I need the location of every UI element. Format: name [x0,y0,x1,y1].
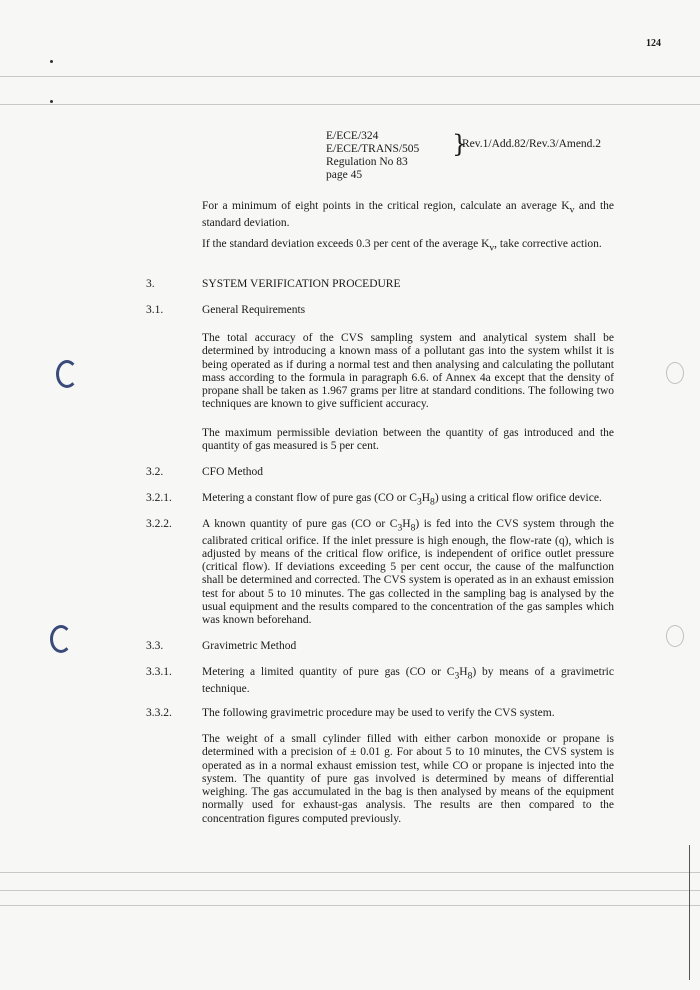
scan-line [0,890,700,891]
page-reference: page 45 [326,169,363,181]
doc-ref-2: E/ECE/TRANS/505 [326,143,420,155]
scan-line [0,872,700,873]
doc-ref-1: E/ECE/324 [326,130,379,142]
section-title: SYSTEM VERIFICATION PROCEDURE [202,278,401,290]
cfo-procedure-paragraph: A known quantity of pure gas (CO or $C_3H_8$) is fed into the CVS system through the calibrated critical orifice. If the inlet pressure is high enough, the flow-rate (q), which is adjusted by means of the critical flow orifice, is independent of orifice outlet pressure (critical flow). If deviations exceeding 5 per cent occur, the cause of the malfunction shall be determined and corrected. The CVS system is operated as in an exhaust emission test for about 5 to 10 minutes. The gas collected in the sampling bag is analysed by the usual equipment and the results compared to the concentration of the gas samples which was known beforehand. [202,518,614,627]
punch-hole-icon [56,360,78,388]
punch-hole-ring-icon [666,362,684,384]
gravimetric-metering-paragraph: Metering a limited quantity of pure gas (CO or $C_3H_8$) by means of a gravimetric technique. [202,666,614,695]
section-number: 3. [146,278,155,290]
cfo-metering-paragraph: Metering a constant flow of pure gas (CO or $C_3H_8$) using a critical flow orifice device. [202,492,602,508]
scan-speck [50,100,53,103]
section-title: General Requirements [202,304,306,316]
revision-reference: Rev.1/Add.82/Rev.3/Amend.2 [462,138,602,150]
section-title: Gravimetric Method [202,640,297,652]
section-number: 3.2.1. [146,492,172,504]
scan-line [0,104,700,105]
intro-paragraph-1: For a minimum of eight points in the critical region, calculate an average $K_v$ and the standard deviation. [202,200,614,229]
general-requirements-paragraph: The total accuracy of the CVS sampling system and analytical system shall be determined by introducing a known mass of a pollutant gas into the system whilst it is being operated as if during a normal test and then analysing and calculating the pollutant mass according to the formula in paragraph 6.6. of Annex 4a except that the density of propane shall be taken as 1.967 grams per litre at standard conditions. The following two techniques are known to give sufficient accuracy. [202,332,614,411]
scan-edge-line [689,845,690,980]
scan-line [0,905,700,906]
gravimetric-intro-paragraph: The following gravimetric procedure may be used to verify the CVS system. [202,707,555,719]
brace-icon: } [452,130,468,158]
scan-speck [50,60,53,63]
punch-hole-icon [50,625,72,653]
section-number: 3.1. [146,304,164,316]
intro-paragraph-2: If the standard deviation exceeds 0.3 per cent of the average $K_v$, take corrective action. [202,238,602,254]
regulation-number: Regulation No 83 [326,156,408,168]
document-reference-block [326,130,419,182]
section-number: 3.3.2. [146,707,172,719]
section-title: CFO Method [202,466,264,478]
section-number: 3.2. [146,466,164,478]
gravimetric-procedure-paragraph: The weight of a small cylinder filled with either carbon monoxide or propane is determined with a precision of ± 0.01 g. For about 5 to 10 minutes, the CVS system is operated as in a normal exhaust emission test, while CO or propane is injected into the system. The quantity of pure gas involved is determined by means of differential weighing. The gas accumulated in the bag is then analysed by means of the equipment normally used for exhaust-gas analysis. The results are then compared to the concentration figures computed previously. [202,733,614,825]
punch-hole-ring-icon [666,625,684,647]
scan-line [0,76,700,77]
maximum-deviation-paragraph: The maximum permissible deviation between the quantity of gas introduced and the quantity of gas measured is 5 per cent. [202,427,614,453]
section-number: 3.2.2. [146,518,172,530]
section-number: 3.3. [146,640,164,652]
page-number: 124 [646,38,661,49]
section-number: 3.3.1. [146,666,172,678]
